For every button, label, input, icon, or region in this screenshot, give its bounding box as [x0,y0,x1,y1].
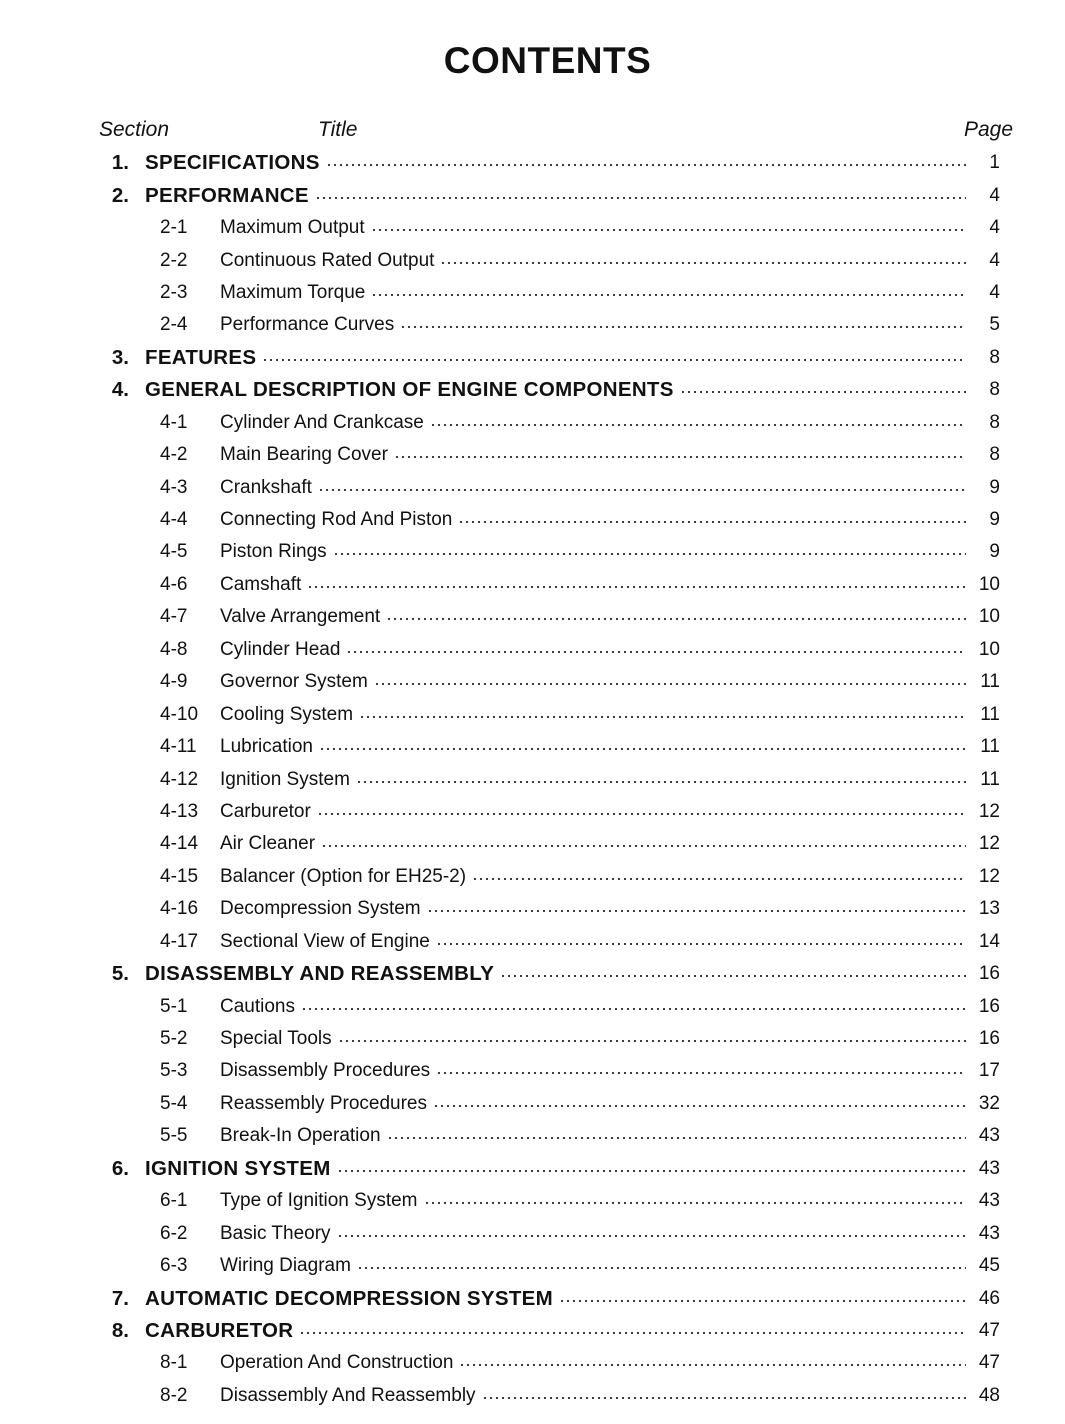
entry-page-number: 43 [978,1222,1000,1244]
entry-number: 5-3 [160,1060,188,1082]
entry-page-number: 47 [978,1319,1000,1341]
entry-page-number: 14 [978,930,1000,952]
entry-page-number: 9 [989,509,1000,531]
entry-number: 6. [111,1156,129,1180]
dot-leader [337,1169,966,1173]
toc-subsection-entry [0,1185,1000,1217]
entry-page-number: 16 [978,1028,1000,1050]
entry-page-number: 12 [978,833,1000,855]
dot-leader [359,715,966,719]
dot-leader [430,423,966,427]
entry-number: 4-5 [160,541,188,563]
toc-subsection-entry [0,601,1000,633]
entry-title: Air Cleaner [220,833,316,855]
entry-page-number: 8 [989,346,1000,368]
toc-subsection-entry [0,277,1000,309]
toc-subsection-entry [0,1088,1000,1120]
dot-leader [317,812,966,816]
entry-title: DISASSEMBLY AND REASSEMBLY [145,962,495,986]
entry-page-number: 5 [989,314,1000,336]
dot-leader [436,942,966,946]
entry-number: 2-2 [160,249,188,271]
toc-subsection-entry [0,1023,1000,1055]
entry-number: 8. [111,1318,129,1342]
entry-title: Disassembly And Reassembly [220,1384,476,1406]
entry-page-number: 32 [978,1092,1000,1114]
toc-subsection-entry [0,1217,1000,1249]
dot-leader [424,1201,967,1205]
dot-leader [458,520,966,524]
entry-page-number: 4 [989,249,1000,271]
toc-subsection-entry [0,212,1000,244]
entry-title: Connecting Rod And Piston [220,509,453,531]
toc-subsection-entry [0,471,1000,503]
entry-title: Valve Arrangement [220,606,381,628]
dot-leader [338,1039,966,1043]
dot-leader [400,325,966,329]
entry-page-number: 45 [978,1255,1000,1277]
toc-subsection-entry [0,309,1000,341]
entry-title: Cylinder Head [220,638,341,660]
entry-page-number: 16 [978,995,1000,1017]
entry-number: 4-16 [160,898,199,920]
entry-page-number: 43 [978,1157,1000,1179]
entry-number: 4-2 [160,444,188,466]
entry-page-number: 4 [989,281,1000,303]
toc-subsection-entry [0,990,1000,1022]
entry-number: 4-7 [160,606,188,628]
entry-page-number: 4 [989,184,1000,206]
entry-title: GENERAL DESCRIPTION OF ENGINE COMPONENTS [145,378,674,402]
dot-leader [482,1396,966,1400]
entry-page-number: 43 [978,1125,1000,1147]
entry-number: 1. [111,151,129,175]
entry-page-number: 17 [978,1060,1000,1082]
title-column-header: Title [318,118,358,141]
entry-page-number: 11 [980,703,1000,725]
entry-title: Governor System [220,671,368,693]
entry-title: FEATURES [145,345,257,369]
entry-number: 6-1 [160,1190,188,1212]
entry-number: 5. [111,962,129,986]
dot-leader [333,552,966,556]
dot-leader [436,1071,966,1075]
entry-title: Special Tools [220,1028,332,1050]
entry-page-number: 9 [989,476,1000,498]
entry-number: 5-1 [160,995,188,1017]
entry-title: Crankshaft [220,476,312,498]
toc-section-entry [0,147,1000,179]
dot-leader [459,1363,966,1367]
entry-title: Lubrication [220,736,313,758]
toc-subsection-entry [0,536,1000,568]
entry-number: 7. [111,1286,129,1310]
dot-leader [386,617,966,621]
entry-number: 6-3 [160,1255,188,1277]
entry-title: Balancer (Option for EH25-2) [220,865,467,887]
entry-page-number: 47 [978,1352,1000,1374]
entry-title: Carburetor [220,800,311,822]
entry-page-number: 46 [978,1287,1000,1309]
dot-leader [262,358,966,362]
entry-number: 4-9 [160,671,188,693]
toc-subsection-entry [0,439,1000,471]
entry-number: 4-1 [160,411,188,433]
toc-subsection-entry [0,1250,1000,1282]
column-headers [0,118,1065,146]
dot-leader [301,1007,966,1011]
entry-title: CARBURETOR [145,1318,294,1342]
dot-leader [394,455,966,459]
toc-subsection-entry [0,1055,1000,1087]
entry-number: 4-3 [160,476,188,498]
entry-number: 4-8 [160,638,188,660]
toc-section-entry [0,958,1000,990]
dot-leader [318,488,966,492]
dot-leader [433,1104,966,1108]
entry-number: 2-1 [160,217,188,239]
entry-page-number: 10 [978,606,1000,628]
entry-title: Operation And Construction [220,1352,454,1374]
entry-title: Cautions [220,995,295,1017]
entry-number: 4-10 [160,703,199,725]
entry-title: Disassembly Procedures [220,1060,431,1082]
entry-title: Maximum Torque [220,281,366,303]
toc-subsection-entry [0,504,1000,536]
toc-subsection-entry [0,731,1000,763]
entry-number: 4-15 [160,865,199,887]
entry-number: 4-14 [160,833,199,855]
entry-title: Performance Curves [220,314,395,336]
entry-number: 6-2 [160,1222,188,1244]
section-column-header: Section [99,118,170,141]
dot-leader [315,196,966,200]
entry-title: Ignition System [220,768,350,790]
entry-title: IGNITION SYSTEM [145,1156,331,1180]
toc-subsection-entry [0,1380,1000,1412]
toc-section-entry [0,1153,1000,1185]
dot-leader [440,261,966,265]
entry-number: 5-2 [160,1028,188,1050]
toc-subsection-entry [0,828,1000,860]
entry-page-number: 12 [978,800,1000,822]
table-of-contents [0,147,1065,1412]
toc-section-entry [0,374,1000,406]
toc-subsection-entry [0,1120,1000,1152]
entry-page-number: 48 [978,1384,1000,1406]
entry-title: Basic Theory [220,1222,331,1244]
dot-leader [357,1266,966,1270]
entry-title: Type of Ignition System [220,1190,418,1212]
entry-number: 5-5 [160,1125,188,1147]
toc-section-entry [0,342,1000,374]
dot-leader [371,293,966,297]
entry-number: 4-17 [160,930,199,952]
entry-page-number: 11 [980,671,1000,693]
entry-number: 8-2 [160,1384,188,1406]
entry-number: 4-4 [160,509,188,531]
entry-page-number: 1 [989,152,1000,174]
entry-number: 4-11 [160,736,197,758]
entry-title: Reassembly Procedures [220,1092,427,1114]
toc-subsection-entry [0,763,1000,795]
entry-title: Piston Rings [220,541,327,563]
entry-page-number: 43 [978,1190,1000,1212]
toc-subsection-entry [0,796,1000,828]
dot-leader [337,1234,966,1238]
entry-title: Camshaft [220,573,302,595]
toc-subsection-entry [0,407,1000,439]
entry-title: Break-In Operation [220,1125,381,1147]
dot-leader [299,1331,966,1335]
entry-page-number: 12 [978,865,1000,887]
entry-page-number: 8 [989,444,1000,466]
toc-subsection-entry [0,861,1000,893]
toc-subsection-entry [0,1347,1000,1379]
dot-leader [374,682,966,686]
entry-page-number: 8 [989,411,1000,433]
entry-page-number: 10 [978,638,1000,660]
entry-page-number: 11 [980,768,1000,790]
dot-leader [387,1136,966,1140]
entry-title: Cooling System [220,703,354,725]
entry-page-number: 16 [978,963,1000,985]
dot-leader [559,1299,966,1303]
entry-number: 3. [111,345,129,369]
toc-subsection-entry [0,244,1000,276]
entry-number: 4-6 [160,573,188,595]
dot-leader [319,747,966,751]
dot-leader [326,163,966,167]
dot-leader [321,844,966,848]
page-title: CONTENTS [443,40,652,81]
dot-leader [427,909,966,913]
dot-leader [307,585,966,589]
entry-title: Maximum Output [220,217,365,239]
entry-title: Sectional View of Engine [220,930,430,952]
entry-title: AUTOMATIC DECOMPRESSION SYSTEM [145,1286,554,1310]
dot-leader [346,650,966,654]
entry-page-number: 10 [978,573,1000,595]
entry-number: 4-13 [160,800,199,822]
toc-subsection-entry [0,893,1000,925]
toc-section-entry [0,1315,1000,1347]
entry-page-number: 4 [989,217,1000,239]
dot-leader [371,228,966,232]
dot-leader [356,780,966,784]
entry-number: 2. [111,183,129,207]
entry-title: SPECIFICATIONS [145,151,320,175]
entry-title: Wiring Diagram [220,1255,351,1277]
toc-subsection-entry [0,634,1000,666]
entry-page-number: 11 [980,736,1000,758]
entry-number: 8-1 [160,1352,188,1374]
entry-title: PERFORMANCE [145,183,309,207]
dot-leader [472,877,966,881]
toc-subsection-entry [0,666,1000,698]
entry-number: 2-3 [160,281,188,303]
toc-section-entry [0,1282,1000,1314]
entry-number: 4. [111,378,129,402]
dot-leader [500,974,966,978]
entry-number: 4-12 [160,768,199,790]
entry-title: Main Bearing Cover [220,444,388,466]
entry-page-number: 9 [989,541,1000,563]
toc-subsection-entry [0,569,1000,601]
entry-number: 5-4 [160,1092,188,1114]
toc-subsection-entry [0,926,1000,958]
dot-leader [680,390,966,394]
toc-section-entry [0,179,1000,211]
entry-number: 2-4 [160,314,188,336]
entry-title: Cylinder And Crankcase [220,411,424,433]
entry-page-number: 8 [989,379,1000,401]
toc-subsection-entry [0,698,1000,730]
entry-page-number: 13 [978,898,1000,920]
entry-title: Decompression System [220,898,421,920]
page-column-header: Page [963,118,1013,141]
entry-title: Continuous Rated Output [220,249,435,271]
